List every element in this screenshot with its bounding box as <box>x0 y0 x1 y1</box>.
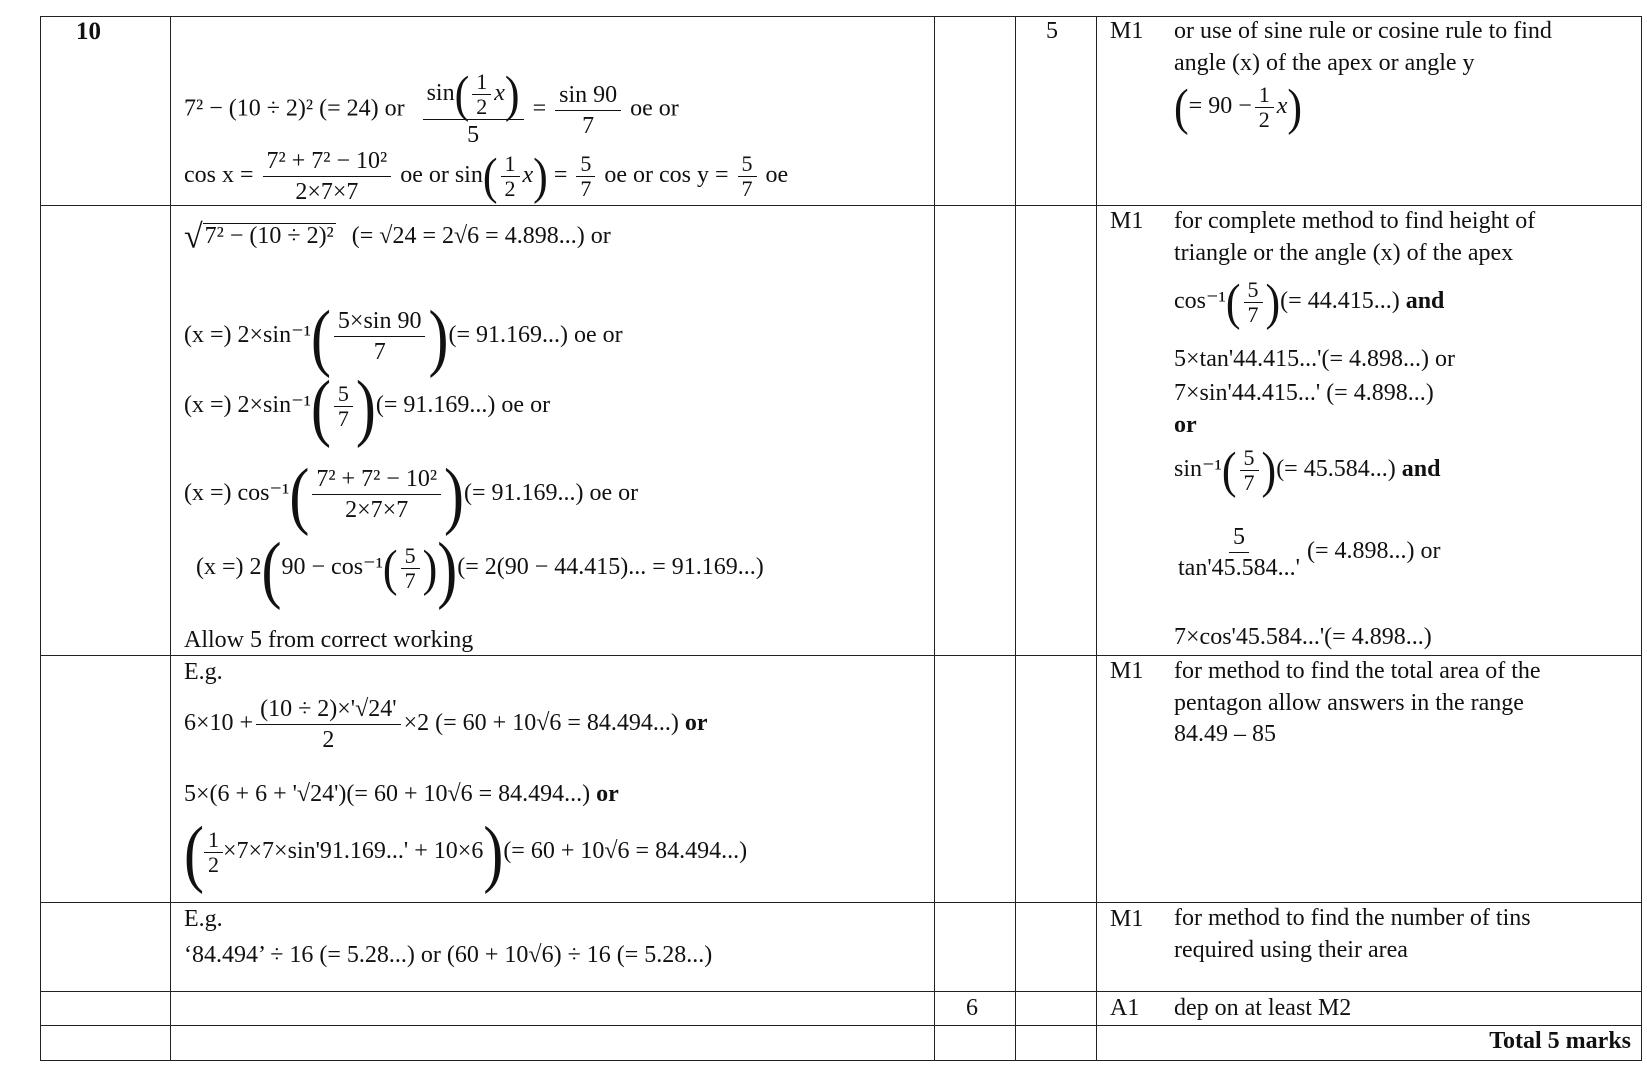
mark-code: M1 <box>1110 658 1144 684</box>
fraction: $\frac{5}{7}$ <box>401 544 420 593</box>
fraction: $\frac{1}{2}$ <box>1255 83 1274 132</box>
fraction: sin( $\frac{1}{2}$ x) 5 <box>423 70 524 150</box>
grid-line <box>1015 16 1016 1061</box>
total-marks: Total 5 marks <box>1489 1028 1631 1054</box>
fraction: $\frac{5}{7}$ <box>1244 278 1263 327</box>
mark-code: M1 <box>1110 18 1144 44</box>
row2-notes: for complete method to find height of triangle or the angle (x) of the apex cos⁻¹( $\frac{5}{7}$ )(= 44.415...) and 5×tan'44.415...'(= 4.898...) or 7×sin'44.415...' (= 4.898...) or sin⁻¹( $\frac{5}{7}$ )(= 45.584...) and $\frac{5}{\tan'45.584...'}$ (= 4.898...) or 7×cos'45.584...'(= 4.898...) <box>1174 208 1536 650</box>
row2-line2: (x =) 2×sin⁻¹( $\frac{5\times\sin 90}{7}$ )(= 91.169...) oe or <box>184 295 623 378</box>
fraction: $\frac{1}{2}$ <box>501 152 520 201</box>
fraction: $\frac{1}{2}$ <box>472 70 491 119</box>
row3-line3: ( $\frac{1}{2}$ ×7×7×sin'91.169...' + 10×6)(= 60 + 10√6 = 84.494...) <box>184 811 748 894</box>
row3-line2: 5×(6 + 6 + '√24')(= 60 + 10√6 = 84.494...) or <box>184 781 619 807</box>
fraction: $\frac{(10 \div 2)\times'√24'}{2}$ <box>256 694 401 755</box>
fraction: $\frac{\sin 90}{7}$ <box>555 80 621 141</box>
row2-line5: (x =) 2(90 − cos⁻¹( $\frac{5}{7}$ ))(= 2(90 − 44.415)... = 91.169...) <box>196 527 764 610</box>
mark-scheme-table: 10 7² − (10 ÷ 2)² (= 24) or sin( $\frac{1}{2}$ x) 5 = $\frac{\sin 90}{7}$ oe or cos x = $\frac{\text{7² + 7² − 10²}}{2\times 7\times 7}$ oe or sin( $\frac{1}{2}$ x) = $\frac{5}{7}$ oe or cos y = $\frac{5}{7}$ oe 5 M1 or use of sine rule or cosine rule to find angle (x) of the apex or angle y (= 90 − $\frac{1}{2}$ x) √7² − (10 ÷ 2)² (= √24 = 2√6 = 4.898...) or (x =) 2×sin⁻¹( $\frac{5\times\sin 90}{7}$ )(= 91.169...) oe or (x =) 2×sin⁻¹( $\frac{5}{7}$ )(= 91.169...) oe or (x =) cos⁻¹( $\frac{\text{7² + 7² − 10²}}{2\times 7\times 7}$ )(= 91.169...) oe or (x =) 2(90 − cos⁻¹( $\frac{5}{7}$ ))(= 2(90 − 44.415)... = 91.169...) Allow 5 from correct working M1 for complete method to find height of triangle or the angle (x) of the apex cos⁻¹( $\frac{5}{7}$ )(= 44.415...) and 5×tan'44.415...'(= 4.898...) or 7×sin'44.415...' (= 4.898...) or sin⁻¹( $\frac{5}{7}$ )(= 45.584...) and $\frac{5}{\tan'45.584...'}$ (= 4.898...) or 7×cos'45.584...'(= 4.898...) E.g. 6×10 + $\frac{(10 \div 2)\times'√24'}{2}$ ×2 (= 60 + 10√6 = 84.494...) or 5×(6 + 6 + '√24')(= 60 + 10√6 = 84.494...) or ( $\frac{1}{2}$ ×7×7×sin'91.169...' + 10×6)(= 60 + 10√6 = 84.494...) M1 for method to find the total area of the pentagon allow answers in the range 84.49 – 85 E.g. ‘84.494’ ÷ 16 (= 5.28...) or (60 + 10√6) ÷ 16 (= 5.28...) M1 for method to find the number of tins required using their area 6 A1 dep on at least M2 Total 5 marks <box>0 0 1647 1069</box>
grid-line <box>40 16 41 1061</box>
question-number: 10 <box>76 18 101 45</box>
fraction: $\frac{\text{7² + 7² − 10²}}{2\times 7\times 7}$ <box>312 464 441 525</box>
grid-line <box>1641 16 1642 1061</box>
marks-total: 5 <box>1046 18 1058 44</box>
final-answer: 6 <box>966 995 978 1021</box>
fraction: $\frac{5}{7}$ <box>576 152 595 201</box>
grid-line <box>40 1025 1641 1026</box>
row5-notes: dep on at least M2 <box>1174 995 1352 1021</box>
fraction: $\frac{5\times\sin 90}{7}$ <box>334 306 426 367</box>
row2-line4: (x =) cos⁻¹( $\frac{\text{7² + 7² − 10²}}{2\times 7\times 7}$ )(= 91.169...) oe or <box>184 453 639 536</box>
row4-notes: for method to find the number of tins required using their area <box>1174 905 1531 963</box>
fraction: $\frac{5}{\tan'45.584...'}$ <box>1178 524 1300 581</box>
row2-line3: (x =) 2×sin⁻¹( $\frac{5}{7}$ )(= 91.169...) oe or <box>184 365 551 448</box>
mark-code: M1 <box>1110 208 1144 234</box>
grid-line <box>40 1060 1641 1061</box>
row4-working: E.g. ‘84.494’ ÷ 16 (= 5.28...) or (60 + 10√6) ÷ 16 (= 5.28...) <box>184 906 713 968</box>
row1-notes: or use of sine rule or cosine rule to find angle (x) of the apex or angle y (= 90 − $\frac{1}{2}$ x) <box>1174 18 1552 136</box>
fraction: $\frac{5}{7}$ <box>738 152 757 201</box>
mark-code: A1 <box>1110 995 1140 1021</box>
row1-line1: 7² − (10 ÷ 2)² (= 24) or sin( $\frac{1}{2}$ x) 5 = $\frac{\sin 90}{7}$ oe or <box>184 65 679 148</box>
grid-line <box>1096 16 1097 1061</box>
row3-line1: 6×10 + $\frac{(10 \div 2)\times'√24'}{2}$ ×2 (= 60 + 10√6 = 84.494...) or <box>184 696 708 753</box>
fraction: $\frac{5}{7}$ <box>1240 446 1259 495</box>
mark-code: M1 <box>1110 906 1144 932</box>
fraction: $\frac{1}{2}$ <box>204 828 223 877</box>
row2-line1: √7² − (10 ÷ 2)² (= √24 = 2√6 = 4.898...) or <box>184 218 611 256</box>
row1-line2: cos x = $\frac{\text{7² + 7² − 10²}}{2\times 7\times 7}$ oe or sin( $\frac{1}{2}$ x) = $\frac{5}{7}$ oe or cos y = $\frac{5}{7}$ oe <box>184 147 789 205</box>
fraction: $\frac{5}{7}$ <box>334 382 353 431</box>
allow-note: Allow 5 from correct working <box>184 627 474 653</box>
row3-notes: for method to find the total area of the pentagon allow answers in the range 84.49 – 85 <box>1174 658 1541 747</box>
fraction: $\frac{\text{7² + 7² − 10²}}{2\times 7\times 7}$ <box>263 146 392 207</box>
grid-line <box>40 991 1641 992</box>
grid-line <box>170 16 171 1061</box>
grid-line <box>934 16 935 1061</box>
